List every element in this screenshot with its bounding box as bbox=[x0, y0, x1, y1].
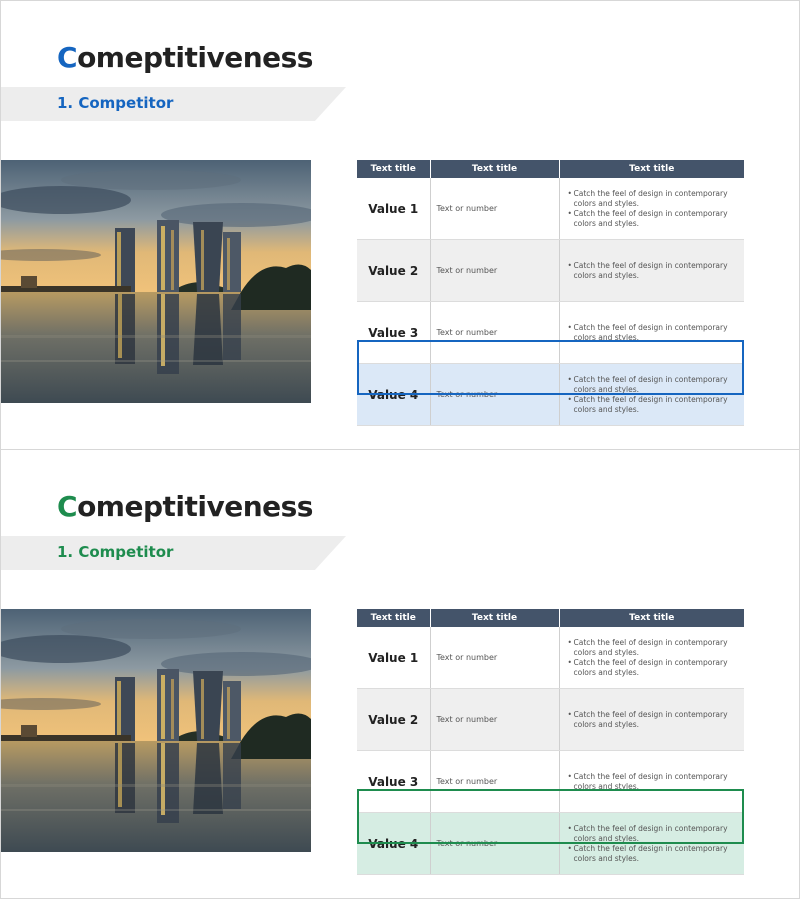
column-header-1: Text title bbox=[357, 160, 430, 178]
city-skyline-photo bbox=[1, 609, 311, 852]
row-bullets bbox=[559, 813, 744, 875]
title-initial: C bbox=[57, 490, 78, 523]
bullet-item: • Catch the feel of design in contemporary colors and styles. bbox=[568, 261, 739, 281]
title-rest: omeptitiveness bbox=[77, 490, 313, 523]
table-row bbox=[357, 178, 744, 240]
row-value: Value 4 bbox=[357, 364, 430, 426]
bullet-item: • Catch the feel of design in contemporary colors and styles. bbox=[568, 844, 739, 864]
subtitle-band bbox=[1, 536, 346, 570]
row-value: Value 1 bbox=[357, 627, 430, 689]
bullet-item: • Catch the feel of design in contemporary colors and styles. bbox=[568, 209, 739, 229]
bullet-item: • Catch the feel of design in contemporary colors and styles. bbox=[568, 658, 739, 678]
column-header-2: Text title bbox=[430, 160, 559, 178]
bullet-item: • Catch the feel of design in contemporary colors and styles. bbox=[568, 710, 739, 730]
competitor-table bbox=[357, 609, 744, 875]
column-header-3: Text title bbox=[559, 609, 744, 627]
row-bullets bbox=[559, 364, 744, 426]
row-value: Value 2 bbox=[357, 689, 430, 751]
table-row-highlighted bbox=[357, 813, 744, 875]
title-initial: C bbox=[57, 41, 78, 74]
row-text: Text or number bbox=[430, 689, 559, 751]
column-header-1: Text title bbox=[357, 609, 430, 627]
row-bullets bbox=[559, 751, 744, 813]
row-text: Text or number bbox=[430, 813, 559, 875]
bullet-item: • Catch the feel of design in contemporary colors and styles. bbox=[568, 375, 739, 395]
row-value: Value 2 bbox=[357, 240, 430, 302]
slide-subtitle: 1. Competitor bbox=[57, 94, 174, 112]
bullet-item: • Catch the feel of design in contemporary colors and styles. bbox=[568, 824, 739, 844]
bullet-item: • Catch the feel of design in contemporary colors and styles. bbox=[568, 323, 739, 343]
row-text: Text or number bbox=[430, 751, 559, 813]
row-bullets bbox=[559, 689, 744, 751]
slide-subtitle: 1. Competitor bbox=[57, 543, 174, 561]
column-header-3: Text title bbox=[559, 160, 744, 178]
row-value: Value 3 bbox=[357, 751, 430, 813]
title-rest: omeptitiveness bbox=[77, 41, 313, 74]
row-value: Value 1 bbox=[357, 178, 430, 240]
table-row bbox=[357, 302, 744, 364]
table-row bbox=[357, 627, 744, 689]
row-text: Text or number bbox=[430, 627, 559, 689]
row-bullets bbox=[559, 178, 744, 240]
bullet-item: • Catch the feel of design in contemporary colors and styles. bbox=[568, 189, 739, 209]
slide-title bbox=[57, 490, 313, 523]
table-row bbox=[357, 689, 744, 751]
subtitle-band bbox=[1, 87, 346, 121]
table-row-highlighted bbox=[357, 364, 744, 426]
row-text: Text or number bbox=[430, 178, 559, 240]
row-bullets bbox=[559, 240, 744, 302]
table-row bbox=[357, 751, 744, 813]
row-bullets bbox=[559, 627, 744, 689]
row-value: Value 4 bbox=[357, 813, 430, 875]
row-value: Value 3 bbox=[357, 302, 430, 364]
city-skyline-photo bbox=[1, 160, 311, 403]
bullet-item: • Catch the feel of design in contemporary colors and styles. bbox=[568, 638, 739, 658]
row-text: Text or number bbox=[430, 364, 559, 426]
slide-2 bbox=[0, 450, 800, 899]
bullet-item: • Catch the feel of design in contemporary colors and styles. bbox=[568, 395, 739, 415]
table-row bbox=[357, 240, 744, 302]
bullet-item: • Catch the feel of design in contemporary colors and styles. bbox=[568, 772, 739, 792]
row-bullets bbox=[559, 302, 744, 364]
row-text: Text or number bbox=[430, 302, 559, 364]
row-text: Text or number bbox=[430, 240, 559, 302]
slide-title bbox=[57, 41, 313, 74]
competitor-table bbox=[357, 160, 744, 426]
column-header-2: Text title bbox=[430, 609, 559, 627]
